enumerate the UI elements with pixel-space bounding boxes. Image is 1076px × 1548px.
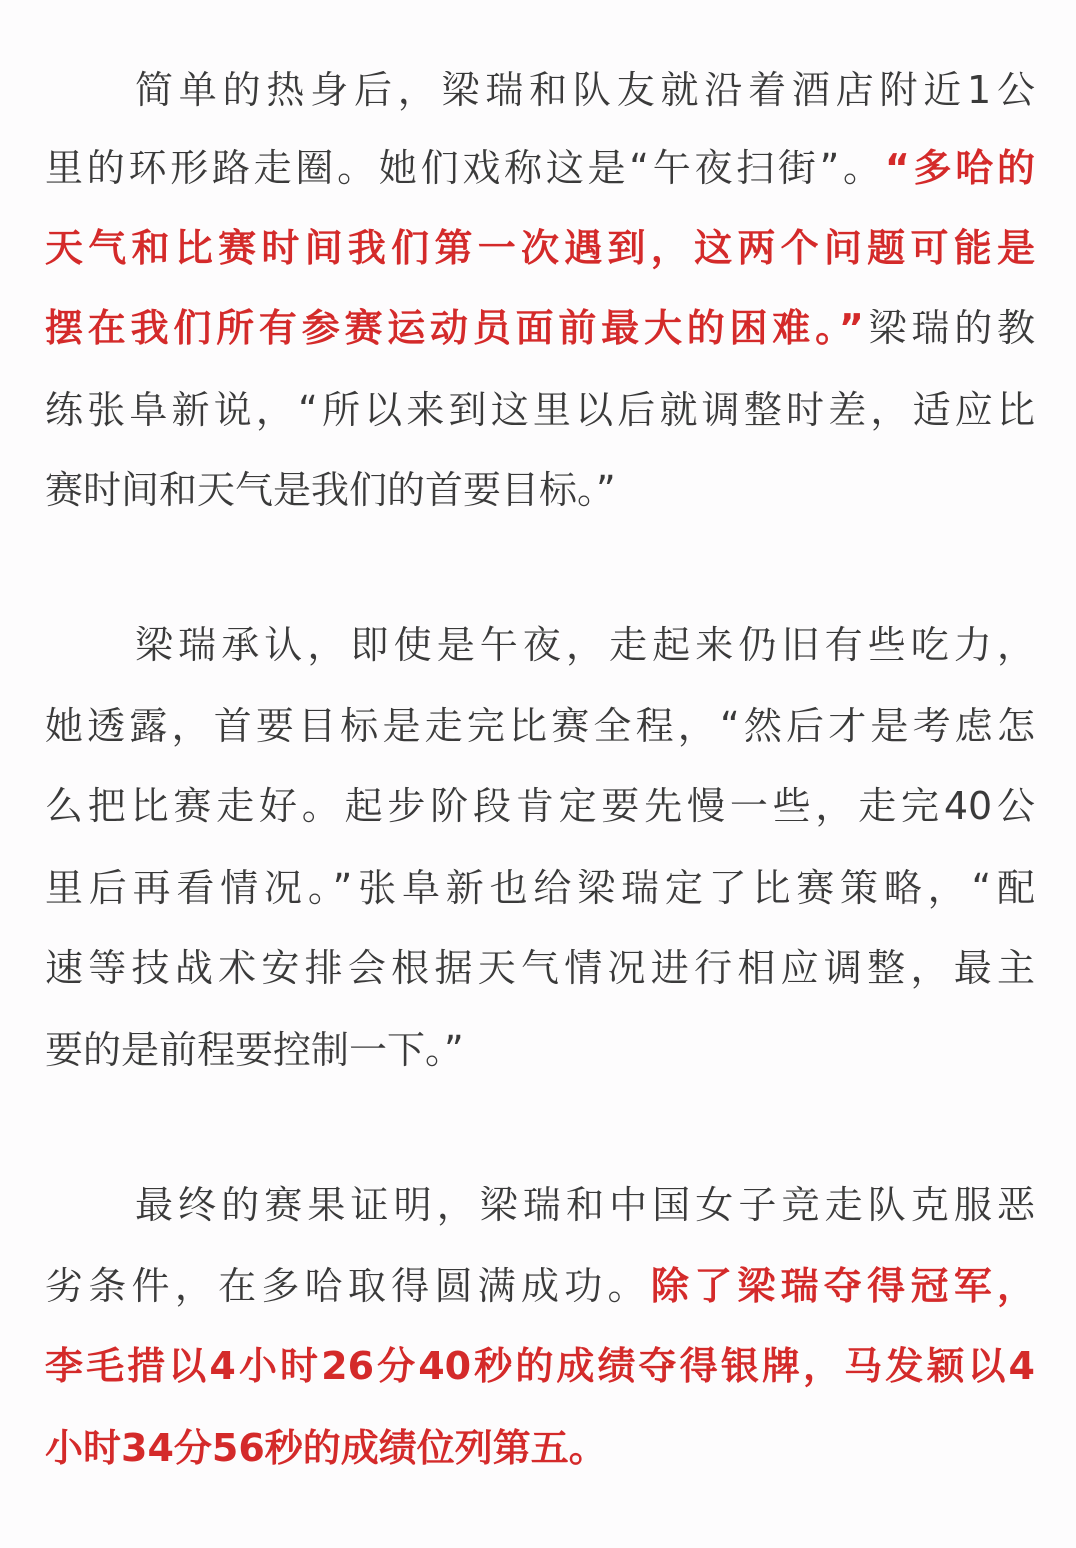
paragraph-2-line-5	[45, 928, 1035, 1008]
paragraph-2-line-3	[45, 766, 1035, 846]
paragraph-3-line-3	[45, 1326, 1035, 1406]
text-run: 里后再看情况。”张阜新也给梁瑞定了比赛策略，“配	[45, 866, 1035, 910]
text-run: 里的环形路走圈。她们戏称这是“午夜扫街”。	[45, 146, 885, 190]
text-run: 赛时间和天气是我们的首要目标。”	[45, 468, 616, 512]
text-run: 梁瑞承认，即使是午夜，走起来仍旧有些吃力，	[135, 623, 1035, 667]
text-run: 练张阜新说，“所以来到这里以后就调整时差，适应比	[45, 388, 1035, 432]
paragraph-2-line-6	[45, 1010, 1035, 1090]
paragraph-3-line-1	[45, 1165, 1035, 1245]
highlighted-quote: “多哈的	[884, 146, 1035, 190]
text-run: 么把比赛走好。起步阶段肯定要先慢一些，走完40公	[45, 784, 1035, 828]
paragraph-1-line-2	[45, 128, 1035, 208]
paragraph-2-line-1	[45, 605, 1035, 685]
text-run: 最终的赛果证明，梁瑞和中国女子竞走队克服恶	[135, 1183, 1035, 1227]
highlighted-result: 李毛措以4小时26分40秒的成绩夺得银牌，马发颖以4	[45, 1344, 1035, 1388]
highlighted-result: 小时34分56秒的成绩位列第五。	[45, 1426, 607, 1470]
text-run: 劣条件，在多哈取得圆满成功。	[45, 1264, 651, 1308]
paragraph-1-line-4	[45, 288, 1035, 368]
paragraph-1-line-6	[45, 450, 1035, 530]
text-run: 简单的热身后，梁瑞和队友就沿着酒店附近1公	[135, 68, 1035, 112]
highlighted-result: 除了梁瑞夺得冠军，	[650, 1264, 1035, 1308]
paragraph-3-line-2	[45, 1246, 1035, 1326]
paragraph-1-line-1	[45, 50, 1035, 130]
text-run: 速等技战术安排会根据天气情况进行相应调整，最主	[45, 946, 1035, 990]
paragraph-1-line-5	[45, 370, 1035, 450]
paragraph-2-line-4	[45, 848, 1035, 928]
text-run: 她透露，首要目标是走完比赛全程，“然后才是考虑怎	[45, 704, 1035, 748]
text-run: 梁瑞的教	[863, 306, 1035, 350]
paragraph-3-line-4	[45, 1408, 1035, 1488]
highlighted-quote: 天气和比赛时间我们第一次遇到，这两个问题可能是	[45, 226, 1035, 270]
paragraph-1-line-3	[45, 208, 1035, 288]
paragraph-2-line-2	[45, 686, 1035, 766]
text-run: 要的是前程要控制一下。”	[45, 1028, 464, 1072]
highlighted-quote: 摆在我们所有参赛运动员面前最大的困难。”	[45, 306, 864, 350]
